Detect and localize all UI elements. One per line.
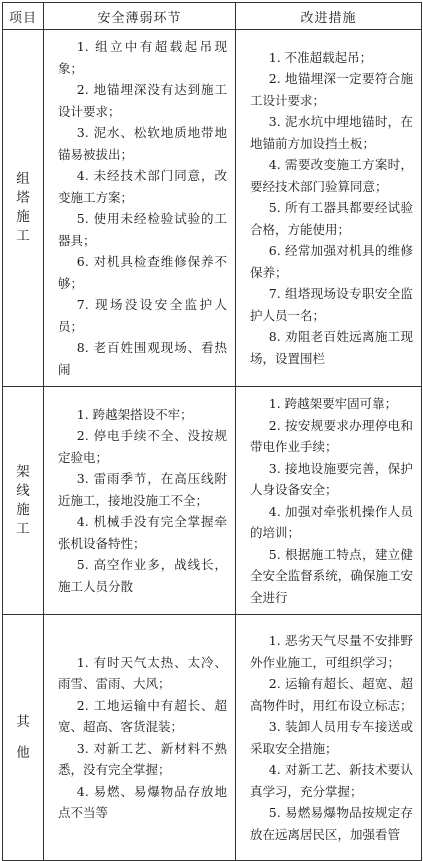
header-weak-links: 安全薄弱环节 <box>44 3 236 30</box>
weak-item: 1. 组立中有超载起吊现象； <box>58 39 227 76</box>
weak-item: 3. 对新工艺、新材料不熟悉，没有完全掌握； <box>58 740 227 777</box>
measure-item: 8. 劝阻老百姓远离施工现场，设置围栏 <box>250 329 413 366</box>
category-char: 组 <box>16 171 30 187</box>
weak-item: 4. 未经技术部门同意，改变施工方案； <box>58 168 227 205</box>
measures-cell <box>236 615 422 861</box>
weak-links-cell <box>44 387 236 615</box>
measure-item: 3. 泥水坑中埋地锚时，在地锚前方加设挡土板； <box>250 114 413 151</box>
category-char: 施 <box>16 501 30 518</box>
measure-item: 3. 装卸人员用专车接送或采取安全措施； <box>250 719 413 756</box>
category-char: 架 <box>16 463 30 480</box>
table-row <box>3 387 422 615</box>
measure-item: 1. 跨越架要牢固可靠； <box>268 396 398 411</box>
measure-item: 2. 运输有超长、超宽、超高物件时，用红布设立标志； <box>250 676 413 713</box>
table-header-row <box>3 3 422 30</box>
measures-cell <box>236 30 422 387</box>
weak-item: 6. 对机具检查维修保养不够； <box>58 254 227 291</box>
weak-item: 5. 高空作业多，战线长，施工人员分散 <box>58 557 227 594</box>
measure-item: 1. 不准超载起吊； <box>268 49 373 65</box>
measure-item: 4. 对新工艺、新技术要认真学习，充分掌握； <box>250 762 413 799</box>
category-char: 施 <box>16 209 30 225</box>
weak-item: 1. 跨越架搭设不牢； <box>76 406 193 422</box>
weak-item: 2. 工地运输中有超长、超宽、超高、客货混装； <box>58 697 227 734</box>
weak-item: 2. 停电手续不全、没按规定验电； <box>58 428 227 465</box>
measure-item: 7. 组塔现场设专职安全监护人员一名； <box>250 286 413 323</box>
measure-item: 2. 地锚埋深一定要符合施工设计要求； <box>250 71 413 108</box>
weak-links-cell <box>44 615 236 861</box>
measure-item: 4. 加强对牵张机操作人员的培训； <box>250 503 413 540</box>
category-char: 他 <box>16 744 30 761</box>
weak-item: 5. 使用未经检验试验的工器具； <box>58 211 227 248</box>
weak-item: 2. 地锚埋深没有达到施工设计要求； <box>58 82 227 119</box>
category-char: 其 <box>16 713 30 730</box>
header-measures: 改进措施 <box>236 3 422 30</box>
table-row <box>3 30 422 387</box>
measure-item: 1. 恶劣天气尽量不安排野外作业施工，可组织学习； <box>250 633 413 670</box>
category-cell <box>3 615 44 861</box>
measure-item: 5. 所有工器具都要经试验合格，方能使用； <box>250 200 413 237</box>
measure-item: 6. 经常加强对机具的维修保养； <box>250 243 413 280</box>
category-char: 塔 <box>16 190 30 206</box>
weak-item: 4. 易燃、易爆物品存放地点不当等 <box>58 783 227 820</box>
weak-item: 7. 现场没设安全监护人员； <box>58 297 227 334</box>
measure-item: 5. 易燃易爆物品按规定存放在远离居民区，加强看管 <box>250 805 413 842</box>
measure-item: 5. 根据施工特点，建立健全安全监督系统，确保施工安全进行 <box>250 546 413 605</box>
measure-item: 4. 需要改变施工方案时，要经技术部门验算同意； <box>250 157 413 194</box>
weak-item: 1. 有时天气太热、太冷、雨雪、雷雨、大风； <box>58 654 227 691</box>
weak-item: 3. 雷雨季节，在高压线附近施工，接地没施工不全； <box>58 471 227 508</box>
category-char: 线 <box>16 482 30 499</box>
category-cell <box>3 30 44 387</box>
header-project: 项目 <box>3 3 44 30</box>
weak-item: 8. 老百姓围观现场、看热闹 <box>58 340 227 377</box>
category-cell <box>3 387 44 615</box>
category-char: 工 <box>16 228 30 244</box>
measures-cell <box>236 387 422 615</box>
measure-item: 2. 按安规要求办理停电和带电作业手续； <box>250 417 413 454</box>
safety-table <box>2 2 422 861</box>
weak-item: 3. 泥水、松软地质地带地锚易被拔出； <box>58 125 227 162</box>
category-char: 工 <box>16 520 30 537</box>
measure-item: 3. 接地设施要完善，保护人身设备安全； <box>250 460 413 497</box>
weak-links-cell <box>44 30 236 387</box>
weak-item: 4. 机械手没有完全掌握牵张机设备特性； <box>58 514 227 551</box>
table-row <box>3 615 422 861</box>
